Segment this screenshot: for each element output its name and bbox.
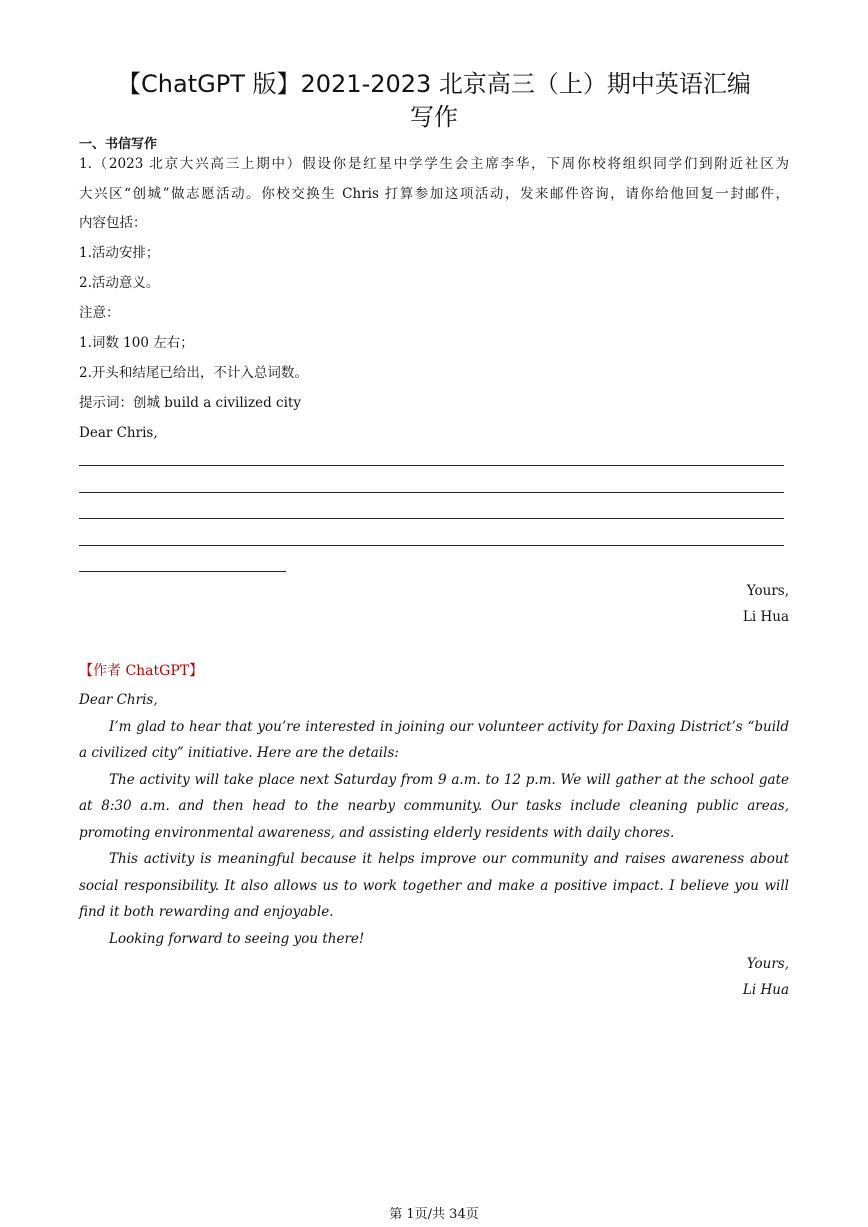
note-2: 2.开头和结尾已给出，不计入总词数。 [79,365,308,381]
page-subtitle: 写作 [410,103,458,131]
note-1: 1.词数 100 左右； [79,335,194,351]
letter-signature: Li Hua [742,609,789,625]
question-item-1: 1.活动安排； [79,245,160,261]
answer-signature: Li Hua [742,982,789,998]
question-line-3: 内容包括： [79,215,147,231]
question-line-1: 1.（2023 北京大兴高三上期中）假设你是红星中学学生会主席李华，下周你校将组织同学们到附近社区为 [79,156,789,172]
answer-paragraph-2: The activity will take place next Saturday from 9 a.m. to 12 p.m. We will gather at the school gate at 8:30 a.m. and then head to the nearby community. Our tasks include cleaning public areas, promoting environmental awareness, and assisting elderly residents with daily chores. [79,771,789,841]
answer-closing: Yours, [746,956,789,972]
section-heading: 一、书信写作 [79,137,158,152]
answer-salutation: Dear Chris, [79,692,158,708]
note-label: 注意： [79,305,120,321]
writing-line [79,545,784,546]
letter-closing: Yours, [746,583,789,599]
letter-salutation: Dear Chris, [79,425,158,441]
writing-line [79,492,784,493]
page-title: 【ChatGPT 版】2021-2023 北京高三（上）期中英语汇编 [117,70,751,98]
page-footer: 第 1页/共 34页 [389,1207,479,1222]
question-item-2: 2.活动意义。 [79,275,160,291]
writing-line [79,518,784,519]
author-label: 【作者 ChatGPT】 [79,663,204,679]
question-line-2: 大兴区“创城”做志愿活动。你校交换生 Chris 打算参加这项活动，发来邮件咨询，请你给他回复一封邮件， [79,186,789,202]
answer-paragraph-1: I’m glad to hear that you’re interested in joining our volunteer activity for Daxing District’s “build a civilized city” initiative. Here are the details: [79,718,789,761]
hint-words: 提示词：创城 build a civilized city [79,395,301,411]
answer-paragraph-4: Looking forward to seeing you there! [109,930,365,947]
answer-paragraph-3: This activity is meaningful because it helps improve our community and raises awareness about social responsibility. It also allows us to work together and make a positive impact. I believe you will find it both rewarding and enjoyable. [79,851,789,920]
writing-line [79,465,784,466]
writing-line-short [79,571,286,572]
answer-letter [79,687,789,952]
